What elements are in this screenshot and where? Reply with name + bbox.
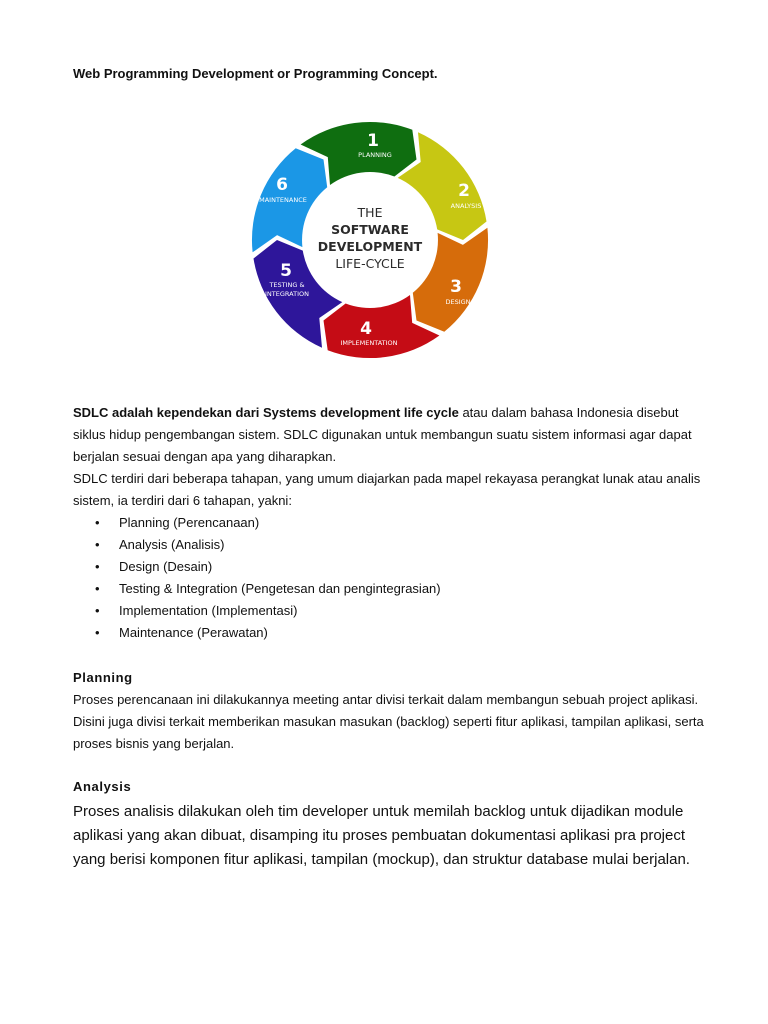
analysis-section: [73, 776, 713, 872]
list-item: • Planning (Perencanaan): [73, 512, 713, 534]
segment-2-label: ANALYSIS: [450, 202, 482, 210]
planning-body: Proses perencanaan ini dilakukannya meeting antar divisi terkait dalam membangun sebuah project aplikasi. Disini juga divisi terkait memberikan masukan masukan (backlog) seperti fitur aplikasi, tampilan aplikasi, serta proses bisnis yang berjalan.: [73, 692, 704, 751]
segment-2-number: 2: [458, 181, 470, 201]
list-item: • Implementation (Implementasi): [73, 600, 713, 622]
document-title: Web Programming Development or Programming Concept.: [73, 66, 438, 81]
intro-bold-lead: SDLC adalah kependekan dari Systems development life cycle: [73, 405, 459, 420]
segment-5-number: 5: [280, 261, 292, 281]
intro-paragraph-1: [73, 402, 713, 468]
sdlc-cycle-diagram: [230, 110, 510, 370]
segment-3-number: 3: [450, 277, 462, 297]
list-item: • Design (Desain): [73, 556, 713, 578]
center-line-1: THE: [357, 205, 383, 220]
list-item: • Maintenance (Perawatan): [73, 622, 713, 644]
center-line-3: DEVELOPMENT: [317, 239, 423, 254]
planning-section: [73, 667, 713, 755]
segment-1-label: PLANNING: [358, 151, 392, 159]
sdlc-steps-list: [73, 512, 713, 644]
list-item: • Testing & Integration (Pengetesan dan pengintegrasian): [73, 578, 713, 600]
segment-4-label: IMPLEMENTATION: [340, 339, 398, 347]
center-line-4: LIFE-CYCLE: [335, 256, 405, 271]
segment-5-label-line-2: INTEGRATION: [265, 290, 309, 298]
list-item: • Analysis (Analisis): [73, 534, 713, 556]
sdlc-intro: [73, 402, 713, 644]
center-line-2: SOFTWARE: [331, 222, 409, 237]
segment-6-number: 6: [276, 175, 288, 195]
segment-6-label: MAINTENANCE: [259, 196, 307, 204]
analysis-heading: Analysis: [73, 779, 132, 794]
segment-1-number: 1: [367, 131, 379, 151]
segment-5-label-line-1: TESTING &: [269, 281, 305, 289]
segment-3-label: DESIGN: [445, 298, 471, 306]
intro-paragraph-2: SDLC terdiri dari beberapa tahapan, yang umum diajarkan pada mapel rekayasa perangkat lunak atau analis sistem, ia terdiri dari 6 tahapan, yakni:: [73, 471, 701, 508]
planning-heading: Planning: [73, 670, 133, 685]
analysis-body: Proses analisis dilakukan oleh tim developer untuk memilah backlog untuk dijadikan module aplikasi yang akan dibuat, disamping itu proses pembuatan dokumentasi aplikasi pra project yang berisi komponen fitur aplikasi, tampilan (mockup), dan struktur database mulai berjalan.: [73, 803, 690, 868]
segment-4-number: 4: [360, 319, 372, 339]
intro-lead-rest: atau dalam bahasa Indonesia disebut siklus hidup pengembangan sistem. SDLC digunakan untuk membangun suatu sistem informasi agar dapat berjalan sesuai dengan apa yang diharapkan.: [73, 405, 692, 464]
